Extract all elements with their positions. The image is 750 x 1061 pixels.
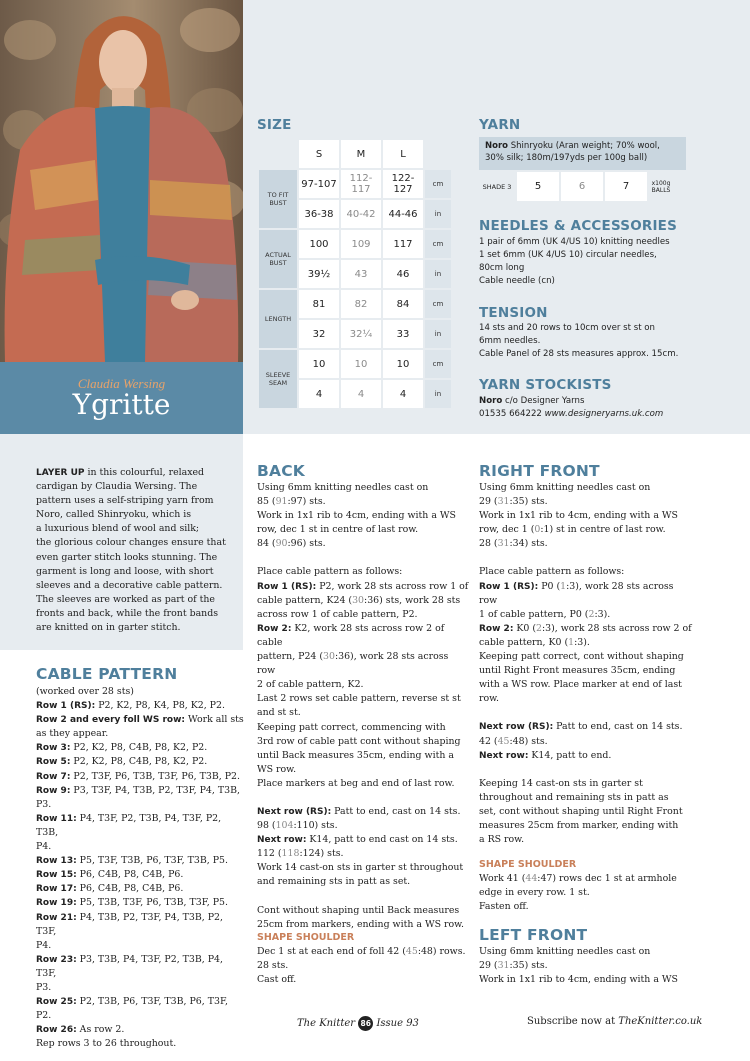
unit-cm: cm: [425, 170, 451, 198]
unit-cm: cm: [425, 230, 451, 258]
t: 45: [497, 735, 510, 747]
t: 45: [405, 946, 418, 957]
t: :3), work 28 sts across row 2 of: [542, 622, 692, 634]
cable-row-label: Row 17:: [36, 884, 77, 895]
cable-row-text: as they appear.: [36, 728, 109, 740]
cell: 4: [383, 380, 423, 408]
text-line: set, cont without shaping until Right Front: [479, 805, 683, 817]
intro-line: Noro, called Shinryoku, which is: [36, 509, 192, 521]
cell: 122-127: [383, 170, 423, 198]
t: 84 (: [257, 538, 276, 550]
cable-row: [36, 981, 246, 995]
page-number: 86: [358, 1016, 373, 1031]
right-front-text: [479, 481, 694, 847]
left-front-heading: LEFT FRONT: [479, 926, 588, 944]
cable-row-text: P3.: [36, 981, 52, 993]
cable-row-text: P3, T3B, P4, T3F, P2, T3B, P4, T3F,: [36, 953, 223, 979]
stockists-heading: YARN STOCKISTS: [479, 377, 612, 393]
cell: 117: [383, 230, 423, 258]
t: 91: [275, 496, 288, 508]
row-label: Next row:: [479, 750, 529, 761]
t: K0 (: [516, 622, 537, 634]
text-line: Work 14 cast-on sts in garter st throughout: [257, 862, 464, 874]
t: 29 (: [479, 496, 498, 508]
t: 1: [560, 580, 567, 592]
cable-row: [36, 812, 246, 840]
row-label: Row 1 (RS):: [479, 581, 539, 592]
cable-row-text: Work all sts: [188, 714, 244, 726]
text-line: Work in 1x1 rib to 4cm, ending with a WS: [479, 510, 678, 522]
t: 85 (: [257, 496, 276, 508]
t: :36), work 28 sts across row: [257, 651, 449, 677]
cable-row: [36, 755, 246, 769]
unit-cm: cm: [425, 290, 451, 318]
cable-row-text: P4.: [36, 939, 52, 951]
cable-row-label: Row 21:: [36, 912, 77, 923]
cable-row: [36, 868, 246, 882]
cable-row-label: Row 19:: [36, 898, 77, 909]
cable-sub: (worked over 28 sts): [36, 686, 134, 697]
label-sleeve-seam: SLEEVE SEAM: [259, 350, 297, 408]
t: 104: [275, 820, 294, 832]
cell: 4: [341, 380, 381, 408]
cell: 32¼: [341, 320, 381, 348]
text-line: Keeping patt correct, cont without shaping: [479, 651, 684, 663]
unit-in: in: [425, 200, 451, 228]
cable-row-text: P6, C4B, P8, C4B, P6.: [79, 869, 184, 881]
balls-unit: x100g BALLS: [649, 172, 673, 201]
text-line: Using 6mm knitting needles cast on: [479, 482, 651, 493]
cable-row-label: Row 1 (RS):: [36, 701, 96, 712]
row-label: Next row (RS):: [479, 722, 554, 733]
intro-lead: LAYER UP: [36, 468, 85, 478]
cell: 40-42: [341, 200, 381, 228]
unit-in: in: [425, 260, 451, 288]
cable-row: [36, 911, 246, 939]
text-line: across row 1 of cable pattern, P2.: [257, 608, 418, 620]
t: :110) sts.: [293, 820, 338, 832]
t: 28 (: [479, 538, 498, 550]
cell: 44-46: [383, 200, 423, 228]
text-line: a RS row.: [479, 834, 525, 846]
model-photo: [0, 0, 243, 362]
cable-row: [36, 699, 246, 713]
intro-line: garment is long and loose, with short: [36, 565, 214, 577]
t: K14, patt to end.: [531, 749, 612, 761]
cable-row-text: P2, K2, P8, C4B, P8, K2, P2.: [73, 742, 208, 754]
cable-row: [36, 995, 246, 1023]
back-heading: BACK: [257, 462, 305, 480]
text-line: until Right Front measures 35cm, ending: [479, 665, 676, 677]
t: row, dec 1 (: [479, 524, 535, 536]
yarn-description: [479, 137, 686, 170]
needles-list: [479, 236, 670, 288]
needles-line: 80cm long: [479, 263, 525, 273]
t: 31: [497, 538, 510, 550]
t: 1 of cable pattern, P0 (: [479, 608, 589, 620]
size-col-l: L: [383, 140, 423, 168]
t: pattern, P24 (: [257, 651, 324, 663]
back-shoulder-text: [257, 945, 469, 987]
t: P2, work 28 sts across row 1 of: [319, 580, 469, 592]
row-label: Row 2:: [479, 623, 514, 634]
cable-row: [36, 953, 246, 981]
balls-l: 7: [605, 172, 647, 201]
text-line: Work in 1x1 rib to 4cm, ending with a WS: [479, 974, 678, 986]
cable-heading: CABLE PATTERN: [36, 665, 178, 683]
text-line: Place cable pattern as follows:: [479, 566, 625, 578]
intro-text: [36, 466, 236, 635]
text-line: 25cm from markers, ending with a WS row.: [257, 918, 464, 930]
cable-row: [36, 784, 246, 812]
text-line: 3rd row of cable patt cont without shaping: [257, 735, 461, 747]
text-line: throughout and remaining sts in patt as: [479, 791, 669, 803]
subscribe-link[interactable]: TheKnitter.co.uk: [618, 1016, 703, 1027]
cable-row: [36, 741, 246, 755]
cable-row: [36, 939, 246, 953]
text-line: Place markers at beg and end of last row.: [257, 777, 455, 789]
subscribe-text: Subscribe now at: [527, 1016, 616, 1027]
cable-row: [36, 854, 246, 868]
text-line: WS row.: [257, 763, 297, 775]
tension-text: [479, 322, 678, 361]
t: :3).: [594, 608, 611, 620]
t: :1) st in centre of last row.: [540, 524, 666, 536]
cable-row: [36, 882, 246, 896]
cable-row-text: P6, C4B, P8, C4B, P6.: [79, 883, 184, 895]
cable-row: [36, 727, 246, 741]
intro-line: even garter stitch looks stunning. The: [36, 551, 218, 563]
stockist-web: www.designeryarns.uk.com: [544, 409, 664, 419]
text-line: measures 25cm from marker, ending with: [479, 819, 679, 831]
row-label: Row 2:: [257, 623, 292, 634]
intro-line: the glorious colour changes ensure that: [36, 537, 226, 549]
stockist-phone: 01535 664222: [479, 409, 542, 419]
cable-row-label: Row 15:: [36, 870, 77, 881]
cell: 10: [341, 350, 381, 378]
cell: 4: [299, 380, 339, 408]
cell: 33: [383, 320, 423, 348]
unit-in: in: [425, 320, 451, 348]
back-text: [257, 481, 469, 932]
t: 1: [568, 636, 575, 648]
balls-s: 5: [517, 172, 559, 201]
text-line: 2 of cable pattern, K2.: [257, 679, 364, 691]
t: :3).: [574, 636, 590, 648]
tension-line: 6mm needles.: [479, 336, 541, 346]
size-table: [257, 138, 453, 410]
size-col-m: M: [341, 140, 381, 168]
cell: 46: [383, 260, 423, 288]
label-length: LENGTH: [259, 290, 297, 348]
text-line: Work in 1x1 rib to 4cm, ending with a WS: [257, 510, 456, 522]
cable-row: [36, 840, 246, 854]
intro-line: in this colourful, relaxed: [87, 467, 205, 478]
cable-row-text: P4.: [36, 841, 52, 853]
t: :97) sts.: [287, 496, 326, 508]
footer-magazine: [297, 1016, 419, 1031]
t: :35) sts.: [509, 960, 548, 972]
tension-heading: TENSION: [479, 305, 548, 321]
magazine-name: The Knitter: [297, 1018, 356, 1029]
tension-line: Cable Panel of 28 sts measures approx. 15cm.: [479, 349, 679, 359]
t: P0 (: [541, 580, 561, 592]
issue-number: Issue 93: [376, 1018, 419, 1029]
cable-rows: [36, 685, 246, 1051]
t: :48) sts.: [509, 735, 548, 747]
intro-line: fronts and back, while the front bands: [36, 607, 219, 619]
size-corner: [259, 140, 297, 168]
t: cable pattern, K24 (: [257, 594, 353, 606]
t: :47) rows dec 1 st at armhole: [537, 873, 677, 884]
t: K2, work 28 sts across row 2 of cable: [257, 622, 445, 648]
label-actual-bust: ACTUAL BUST: [259, 230, 297, 288]
t: K14, patt to end cast on 14 sts.: [309, 834, 458, 846]
text-line: row, dec 1 st in centre of last row.: [257, 524, 419, 536]
label-to-fit-bust: TO FIT BUST: [259, 170, 297, 228]
designer-name: Claudia Wersing: [77, 376, 166, 391]
size-col-s: S: [299, 140, 339, 168]
tension-line: 14 sts and 20 rows to 10cm over st st on: [479, 323, 656, 333]
intro-line: sleeves and a decorative cable pattern.: [36, 579, 223, 591]
size-heading: SIZE: [257, 117, 292, 133]
cell: 100: [299, 230, 339, 258]
t: 31: [497, 496, 510, 508]
t: 118: [281, 848, 300, 860]
cable-row-text: Rep rows 3 to 26 throughout.: [36, 1038, 177, 1050]
yarn-heading: YARN: [479, 117, 521, 133]
row-label: Next row:: [257, 835, 307, 846]
cell: 39½: [299, 260, 339, 288]
text-line: Last 2 rows set cable pattern, reverse st st: [257, 693, 461, 705]
stockists-text: [479, 395, 663, 421]
intro-line: are knitted on in garter stitch.: [36, 622, 181, 634]
rf-shape-shoulder-heading: SHAPE SHOULDER: [479, 859, 577, 870]
cable-row-text: P5, T3B, T3F, P6, T3B, T3F, P5.: [79, 897, 228, 909]
cable-row-label: Row 2 and every foll WS row:: [36, 715, 186, 726]
t: 44: [525, 873, 538, 884]
cell: 112-117: [341, 170, 381, 198]
yarn-quantity-row: [479, 172, 673, 201]
t: :96) sts.: [287, 538, 326, 550]
cable-row-text: P2, K2, P8, K4, P8, K2, P2.: [98, 700, 225, 712]
text-line: until Back measures 35cm, ending with a: [257, 749, 454, 761]
intro-line: pattern uses a self-striping yarn from: [36, 495, 214, 507]
cable-row-label: Row 25:: [36, 997, 77, 1008]
t: :34) sts.: [509, 538, 548, 550]
cable-row: [36, 770, 246, 784]
t: 42 (: [479, 735, 498, 747]
shade-label: SHADE 3: [479, 172, 515, 201]
cell: 32: [299, 320, 339, 348]
size-corner-unit: [425, 140, 451, 168]
t: :124) sts.: [299, 848, 344, 860]
right-front-heading: RIGHT FRONT: [479, 462, 600, 480]
t: :36) sts, work 28 sts: [364, 594, 461, 606]
cable-row-text: P2, K2, P8, C4B, P8, K2, P2.: [73, 756, 208, 768]
cell: 97-107: [299, 170, 339, 198]
t: :48) rows.: [417, 946, 466, 957]
t: Patt to end, cast on 14 sts.: [556, 721, 683, 733]
cable-row-text: P4, T3B, P2, T3F, P4, T3B, P2, T3F,: [36, 911, 223, 937]
t: Patt to end, cast on 14 sts.: [334, 805, 461, 817]
text-line: Cont without shaping until Back measures: [257, 904, 460, 916]
unit-cm: cm: [425, 350, 451, 378]
t: 112 (: [257, 848, 282, 860]
t: :35) sts.: [509, 496, 548, 508]
cable-row-text: P4, T3F, P2, T3B, P4, T3F, P2, T3B,: [36, 812, 222, 838]
cable-row-text: P5, T3F, T3B, P6, T3F, T3B, P5.: [79, 855, 228, 867]
cable-row-label: Row 13:: [36, 856, 77, 867]
cable-row-label: Row 3:: [36, 743, 71, 754]
t: 90: [275, 538, 288, 550]
t: 29 (: [479, 960, 498, 972]
needles-heading: NEEDLES & ACCESSORIES: [479, 218, 678, 234]
t: cable pattern, K0 (: [479, 636, 569, 648]
t: 2: [588, 608, 595, 620]
cable-row: [36, 1023, 246, 1037]
cell: 43: [341, 260, 381, 288]
t: Work 41 (: [479, 873, 526, 884]
cable-row: [36, 713, 246, 727]
stockist-brand-rest: c/o Designer Yarns: [504, 396, 585, 406]
text-line: and remaining sts in patt as set.: [257, 876, 411, 888]
cell: 10: [299, 350, 339, 378]
text-line: Keeping 14 cast-on sts in garter st: [479, 777, 643, 789]
cable-row-label: Row 5:: [36, 757, 71, 768]
text-line: Using 6mm knitting needles cast on: [257, 482, 429, 493]
cell: 109: [341, 230, 381, 258]
t: Dec 1 st at each end of foll 42 (: [257, 946, 406, 957]
t: 0: [534, 524, 541, 536]
text-line: and st st.: [257, 707, 301, 719]
text-line: Using 6mm knitting needles cast on: [479, 946, 651, 957]
cell: 81: [299, 290, 339, 318]
text-line: with a WS row. Place marker at end of last: [479, 679, 682, 691]
cable-row-text: As row 2.: [79, 1024, 125, 1036]
cell: 82: [341, 290, 381, 318]
cable-row: [36, 896, 246, 910]
t: 31: [497, 960, 510, 972]
cell: 84: [383, 290, 423, 318]
t: 30: [352, 594, 365, 606]
back-shape-shoulder-heading: SHAPE SHOULDER: [257, 932, 355, 943]
row-label: Next row (RS):: [257, 806, 332, 817]
needles-line: 1 pair of 6mm (UK 4/US 10) knitting needles: [479, 237, 670, 247]
t: 30: [323, 651, 335, 663]
footer-subscribe: [527, 1016, 702, 1027]
cell: 10: [383, 350, 423, 378]
cable-row-label: Row 26:: [36, 1025, 77, 1036]
t: :3), work 28 sts across row: [479, 580, 674, 606]
unit-in: in: [425, 380, 451, 408]
text-line: Cast off.: [257, 974, 297, 986]
model-illustration: [0, 0, 243, 362]
needles-line: Cable needle (cn): [479, 276, 555, 286]
stockist-brand: Noro: [479, 396, 503, 406]
text-line: Keeping patt correct, commencing with: [257, 721, 446, 733]
rf-shoulder-text: [479, 872, 694, 914]
text-line: Fasten off.: [479, 901, 529, 913]
left-front-text: [479, 945, 694, 987]
pattern-title: Ygritte: [72, 388, 171, 421]
cable-row: [36, 1037, 246, 1051]
text-line: Place cable pattern as follows:: [257, 566, 403, 578]
cell: 36-38: [299, 200, 339, 228]
text-line: row.: [479, 693, 500, 705]
cable-row-text: P2, T3F, P6, T3B, T3F, P6, T3B, P2.: [73, 770, 240, 782]
row-label: Row 1 (RS):: [257, 581, 317, 592]
cable-row-label: Row 7:: [36, 771, 71, 782]
text-line: edge in every row. 1 st.: [479, 887, 590, 899]
cable-row-text: P2, T3B, P6, T3F, T3B, P6, T3F, P2.: [36, 996, 228, 1022]
cable-row-text: P3, T3F, P4, T3B, P2, T3F, P4, T3B, P3.: [36, 784, 240, 810]
yarn-desc-text: Shinryoku (Aran weight; 70% wool, 30% silk; 180m/197yds per 100g ball): [485, 141, 660, 163]
yarn-brand: Noro: [485, 141, 508, 151]
t: 2: [536, 622, 542, 634]
needles-line: 1 set 6mm (UK 4/US 10) circular needles,: [479, 250, 657, 260]
t: 98 (: [257, 820, 276, 832]
text-line: 28 sts.: [257, 960, 289, 972]
intro-line: cardigan by Claudia Wersing. The: [36, 481, 198, 493]
balls-m: 6: [561, 172, 603, 201]
cable-row-label: Row 9:: [36, 785, 71, 796]
intro-line: a luxurious blend of wool and silk;: [36, 523, 200, 535]
intro-line: The sleeves are worked as part of the: [36, 593, 215, 605]
cable-row-label: Row 11:: [36, 813, 77, 824]
cable-row-label: Row 23:: [36, 954, 77, 965]
